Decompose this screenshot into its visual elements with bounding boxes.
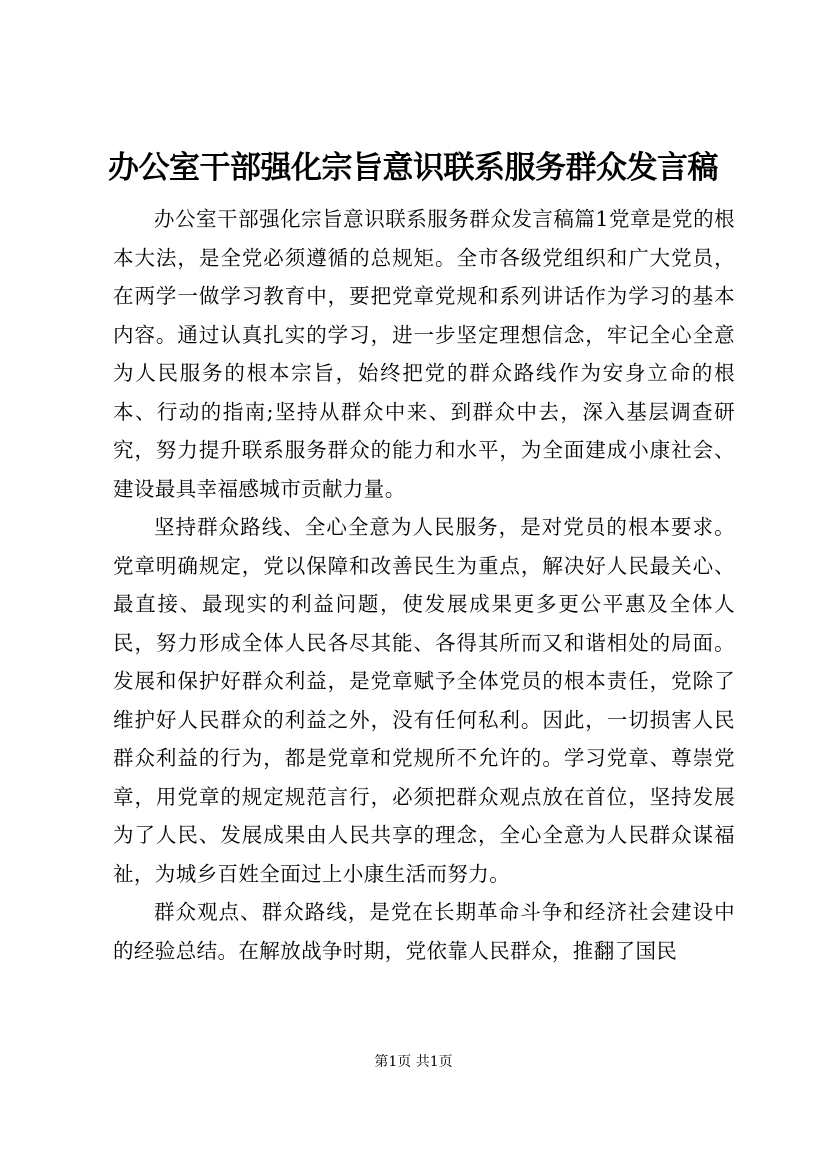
- body-paragraph-3: 群众观点、群众路线，是党在长期革命斗争和经济社会建设中的经验总结。在解放战争时期，党依靠人民群众，推翻了国民: [113, 900, 735, 963]
- page-footer: 第1页 共1页: [374, 1054, 453, 1070]
- document-body: [113, 200, 735, 970]
- body-paragraph-2: 坚持群众路线、全心全意为人民服务，是对党员的根本要求。党章明确规定，党以保障和改善民生为重点，解决好人民最关心、最直接、最现实的利益问题，使发展成果更多更公平惠及全体人民，努力形成全体人民各尽其能、各得其所而又和谐相处的局面。发展和保护好群众利益，是党章赋予全体党员的根本责任，党除了维护好人民群众的利益之外，没有任何私利。因此，一切损害人民群众利益的行为，都是党章和党规所不允许的。学习党章、尊崇党章，用党章的规定规范言行，必须把群众观点放在首位，坚持发展为了人民、发展成果由人民共享的理念，全心全意为人民群众谋福祉，为城乡百姓全面过上小康生活而努力。: [113, 515, 735, 886]
- body-paragraph-1: 办公室干部强化宗旨意识联系服务群众发言稿篇1党章是党的根本大法，是全党必须遵循的总规矩。全市各级党组织和广大党员，在两学一做学习教育中，要把党章党规和系列讲话作为学习的基本内容。通过认真扎实的学习，进一步坚定理想信念，牢记全心全意为人民服务的根本宗旨，始终把党的群众路线作为安身立命的根本、行动的指南;坚持从群众中来、到群众中去，深入基层调查研究，努力提升联系服务群众的能力和水平，为全面建成小康社会、建设最具幸福感城市贡献力量。: [113, 207, 735, 501]
- document-title: 办公室干部强化宗旨意识联系服务群众发言稿: [108, 150, 718, 186]
